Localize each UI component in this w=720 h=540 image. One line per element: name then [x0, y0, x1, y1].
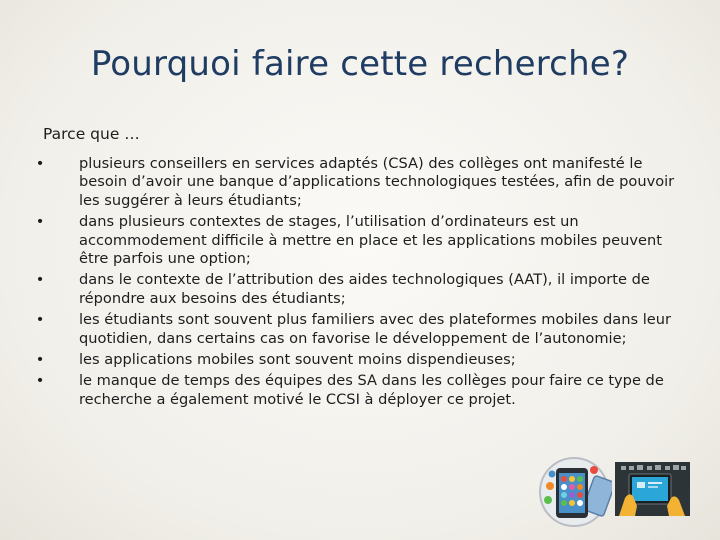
bullet-text: dans le contexte de l’attribution des aides technologiques (AAT), il importe de répondre aux besoins des étudiants;	[79, 271, 650, 307]
bullet-text: les applications mobiles sont souvent moins dispendieuses;	[79, 351, 516, 369]
bullet-icon: •	[35, 271, 45, 289]
bullet-text: le manque de temps des équipes des SA dans les collèges pour faire ce type de recherche a également motivé le CCSI à déployer ce projet.	[79, 372, 664, 408]
bullet-icon: •	[35, 155, 45, 172]
phone-apps-icon	[538, 456, 612, 530]
bullet-item	[33, 213, 681, 268]
intro-text: Parce que …	[43, 125, 140, 143]
bullet-item	[33, 351, 681, 369]
tablet-hands-image	[615, 462, 690, 516]
bullet-icon: •	[35, 372, 45, 390]
bullet-item	[33, 155, 681, 210]
phone-apps-image	[538, 456, 612, 530]
slide-title: Pourquoi faire cette recherche?	[90, 44, 630, 84]
bullet-text: dans plusieurs contextes de stages, l’utilisation d’ordinateurs est un accommodement difficile à mettre en place et les applications mobiles peuvent être parfois une option;	[79, 213, 662, 268]
bullet-icon: •	[35, 311, 45, 329]
tablet-hands-icon	[615, 462, 690, 516]
bullet-list	[33, 155, 681, 412]
bullet-item	[33, 271, 681, 308]
bullet-icon: •	[35, 351, 45, 369]
bullet-icon: •	[35, 213, 45, 231]
bullet-text: les étudiants sont souvent plus familiers avec des plateformes mobiles dans leur quotidien, dans certains cas on favorise le développement de l’autonomie;	[79, 311, 671, 347]
bullet-text: plusieurs conseillers en services adaptés (CSA) des collèges ont manifesté le besoin d’avoir une banque d’applications technologiques testées, afin de pouvoir les suggérer à leurs étudiants;	[79, 155, 675, 209]
bullet-item	[33, 372, 681, 409]
bullet-item	[33, 311, 681, 348]
